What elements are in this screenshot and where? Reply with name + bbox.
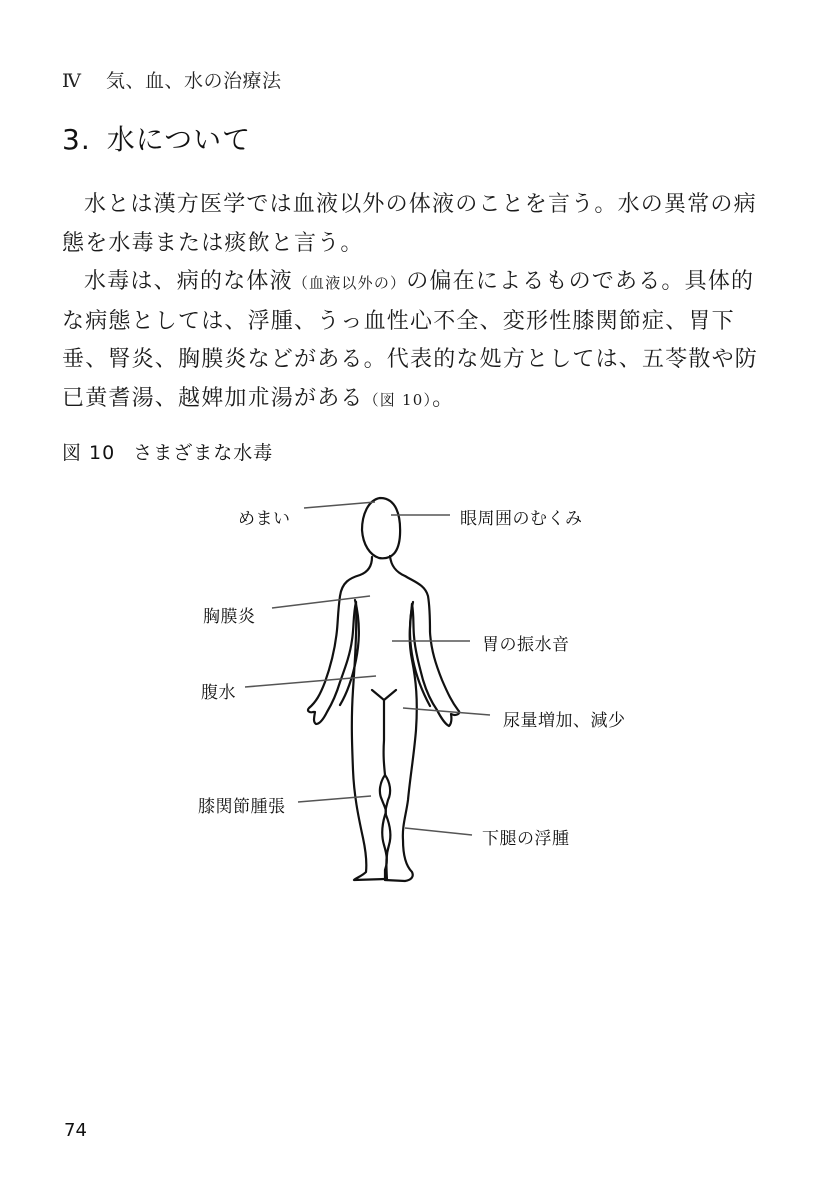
chapter-title: 気、血、水の治療法 xyxy=(106,70,282,92)
section-number: 3. xyxy=(62,123,91,156)
label-knee-swelling: 膝関節腫張 xyxy=(198,797,286,817)
paragraph-2 xyxy=(62,263,772,419)
label-urine-change: 尿量増加、減少 xyxy=(503,711,626,731)
label-dizziness: めまい xyxy=(238,509,291,529)
section-title xyxy=(62,118,251,158)
label-eye-swelling: 眼周囲のむくみ xyxy=(460,509,583,529)
label-leg-edema: 下腿の浮腫 xyxy=(482,829,570,849)
parenthetical-note: （血液以外の） xyxy=(292,274,407,292)
figure-caption xyxy=(62,438,273,465)
running-head xyxy=(62,66,282,93)
paragraph-2-start: 水毒は、病的な体液 xyxy=(84,269,293,294)
chapter-number: Ⅳ xyxy=(62,70,82,92)
body-outline xyxy=(308,498,459,881)
body-figure xyxy=(0,470,830,900)
label-gastric-splash: 胃の振水音 xyxy=(482,635,570,655)
label-ascites: 腹水 xyxy=(201,683,236,703)
body-text xyxy=(62,186,772,419)
label-pleurisy: 胸膜炎 xyxy=(203,607,256,627)
figure-reference: （図 10） xyxy=(363,390,433,409)
paragraph-2-end: 。 xyxy=(432,385,456,411)
section-title-text: 水について xyxy=(106,123,252,156)
paragraph-1: 水とは漢方医学では血液以外の体液のことを言う。水の異常の病態を水毒または痰飲と言う。 xyxy=(62,192,757,256)
figure-number: 図 10 xyxy=(62,442,116,464)
figure-caption-text: さまざまな水毒 xyxy=(133,442,274,464)
paragraph-2-middle: の偏在によるものである。具体的な病態としては、浮腫、うっ血性心不全、変形性膝関節症、胃下垂、腎炎、胸膜炎などがある。代表的な処方としては、五苓散や防已黄耆湯、越婢加朮湯がある xyxy=(62,269,759,411)
leader-lines xyxy=(245,502,490,835)
page-number: 74 xyxy=(64,1120,87,1141)
human-body-illustration xyxy=(0,470,830,900)
